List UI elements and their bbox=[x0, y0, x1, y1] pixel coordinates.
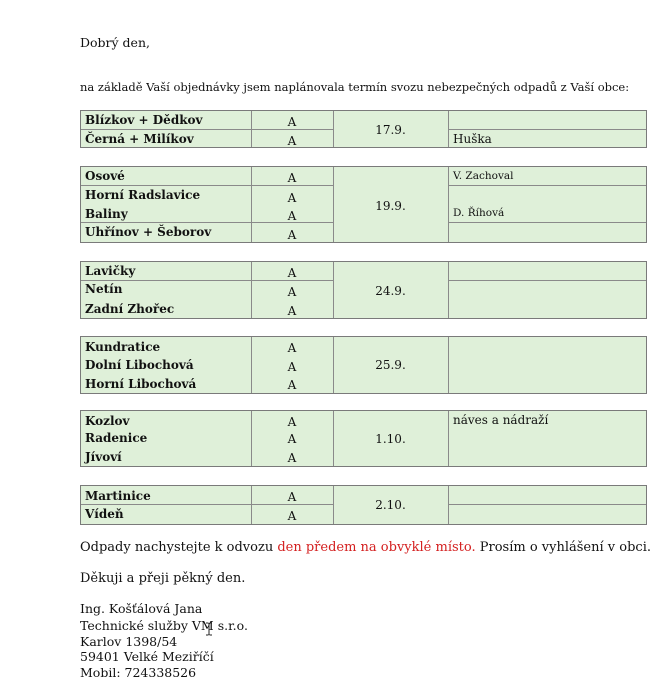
type-code: A bbox=[287, 304, 297, 318]
type-code: A bbox=[287, 378, 297, 392]
town-name: Horní Radslavice bbox=[85, 188, 201, 202]
pickup-date: 24.9. bbox=[375, 284, 406, 298]
town-name: Uhřínov + Šeborov bbox=[85, 225, 212, 239]
signature-street: Karlov 1398/54 bbox=[80, 634, 178, 649]
town-name: Martinice bbox=[85, 489, 151, 503]
pickup-date: 1.10. bbox=[375, 432, 406, 446]
town-name: Baliny bbox=[85, 207, 128, 221]
closing: Děkuji a přeji pěkný den. bbox=[80, 571, 246, 586]
town-name: Blízkov + Dědkov bbox=[85, 113, 203, 127]
type-code: A bbox=[287, 509, 297, 523]
schedule-group-2-10 bbox=[80, 485, 647, 525]
type-code: A bbox=[287, 171, 297, 185]
contact-note: V. Zachoval bbox=[453, 170, 514, 182]
town-name: Zadní Zhořec bbox=[85, 302, 175, 316]
town-name: Netín bbox=[85, 282, 123, 296]
type-code: A bbox=[287, 341, 297, 355]
intro-text: na základě Vaší objednávky jsem naplánovala termín svozu nebezpečných odpadů z Vaší obce: bbox=[80, 80, 630, 94]
type-code: A bbox=[287, 209, 297, 223]
signature-mobile: Mobil: 724338526 bbox=[80, 665, 197, 680]
signature-company: Technické služby VM s.r.o. bbox=[80, 618, 248, 633]
type-code: A bbox=[287, 360, 297, 374]
schedule-group-1-10 bbox=[80, 410, 647, 467]
type-code: A bbox=[287, 490, 297, 504]
schedule-group-19-9 bbox=[80, 166, 647, 243]
instructions-highlight: den předem na obvyklé místo. bbox=[277, 540, 476, 555]
pickup-date: 19.9. bbox=[375, 199, 406, 213]
contact-note: náves a nádraží bbox=[453, 413, 549, 427]
signature-city: 59401 Velké Meziříčí bbox=[80, 649, 214, 664]
instructions-part2: Prosím o vyhlášení v obci. bbox=[475, 540, 651, 555]
type-code: A bbox=[287, 451, 297, 465]
pickup-date: 2.10. bbox=[375, 498, 406, 512]
town-name: Kozlov bbox=[85, 414, 130, 428]
greeting: Dobrý den, bbox=[80, 35, 150, 50]
type-code: A bbox=[287, 134, 297, 148]
instructions bbox=[80, 540, 651, 555]
town-name: Jívoví bbox=[85, 450, 122, 464]
type-code: A bbox=[287, 266, 297, 280]
town-name: Osové bbox=[85, 169, 125, 183]
type-code: A bbox=[287, 432, 297, 446]
type-code: A bbox=[287, 415, 297, 429]
type-code: A bbox=[287, 285, 297, 299]
pickup-date: 17.9. bbox=[375, 123, 406, 137]
schedule-group-25-9 bbox=[80, 336, 647, 394]
instructions-part1: Odpady nachystejte k odvozu bbox=[80, 540, 278, 555]
town-name: Radenice bbox=[85, 431, 148, 445]
type-code: A bbox=[287, 228, 297, 242]
town-name: Kundratice bbox=[85, 340, 161, 354]
type-code: A bbox=[287, 115, 297, 129]
contact-note: Huška bbox=[453, 132, 492, 146]
town-name: Dolní Libochová bbox=[85, 358, 194, 372]
contact-note: D. Říhová bbox=[453, 207, 505, 219]
town-name: Černá + Milíkov bbox=[85, 132, 194, 146]
town-name: Vídeň bbox=[85, 507, 124, 521]
town-name: Horní Libochová bbox=[85, 377, 197, 391]
schedule-group-17-9 bbox=[80, 110, 647, 148]
text-cursor-icon bbox=[205, 622, 213, 636]
schedule-group-24-9 bbox=[80, 261, 647, 319]
type-code: A bbox=[287, 191, 297, 205]
pickup-date: 25.9. bbox=[375, 358, 406, 372]
signature-name: Ing. Košťálová Jana bbox=[80, 601, 203, 616]
town-name: Lavičky bbox=[85, 264, 136, 278]
